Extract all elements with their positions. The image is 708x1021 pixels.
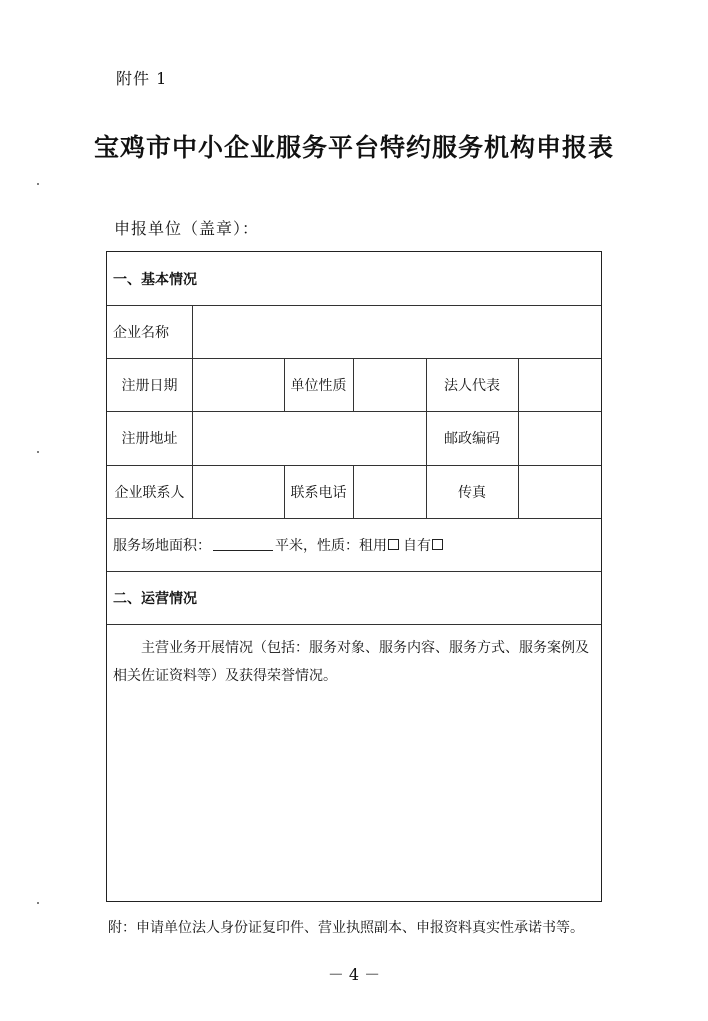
postcode-field[interactable]: [519, 411, 601, 465]
venue-unit-label: 平米，性质：: [275, 537, 359, 554]
venue-area-blank[interactable]: [213, 538, 273, 551]
section-operations-heading: 二、运营情况: [113, 590, 197, 607]
own-option-label: 自有: [403, 537, 431, 554]
legal-representative-label: 法人代表: [444, 377, 500, 394]
page-number: － 4 －: [327, 965, 381, 984]
table-row-divider: [107, 624, 601, 625]
scan-speck: [37, 183, 39, 185]
legal-representative-field[interactable]: [519, 358, 601, 411]
unit-nature-field[interactable]: [354, 358, 426, 411]
venue-area-label: 服务场地面积：: [113, 537, 211, 554]
own-checkbox[interactable]: [432, 539, 443, 550]
rent-checkbox[interactable]: [388, 539, 399, 550]
registered-address-field[interactable]: [193, 411, 426, 465]
company-contact-label: 企业联系人: [114, 484, 185, 501]
scan-speck: [37, 902, 39, 904]
registered-address-label: 注册地址: [121, 431, 178, 447]
section-basic-info-heading: 一、基本情况: [113, 271, 197, 288]
attachment-label: 附件 1: [116, 69, 168, 88]
phone-field[interactable]: [354, 465, 426, 518]
registration-date-field[interactable]: [193, 358, 284, 411]
company-name-label: 企业名称: [113, 324, 169, 341]
applicant-unit-label: 申报单位（盖章）：: [114, 219, 260, 238]
registration-date-label: 注册日期: [121, 377, 178, 394]
rent-option-label: 租用: [359, 537, 387, 554]
application-form-table: [106, 251, 602, 902]
company-contact-field[interactable]: [193, 465, 284, 518]
postcode-label: 邮政编码: [444, 431, 500, 447]
company-name-field[interactable]: [193, 305, 601, 358]
scan-speck: [37, 451, 39, 453]
fax-label: 传真: [458, 484, 486, 501]
venue-area-row: [113, 518, 447, 571]
operations-description: 主营业务开展情况（包括：服务对象、服务内容、服务方式、服务案例及相关佐证资料等）及获得荣誉情况。: [113, 640, 589, 684]
document-title: 宝鸡市中小企业服务平台特约服务机构申报表: [93, 133, 614, 162]
unit-nature-label: 单位性质: [290, 377, 347, 394]
attachment-note: 附：申请单位法人身份证复印件、营业执照副本、申报资料真实性承诺书等。: [108, 920, 584, 936]
phone-label: 联系电话: [290, 484, 347, 501]
fax-field[interactable]: [519, 465, 601, 518]
